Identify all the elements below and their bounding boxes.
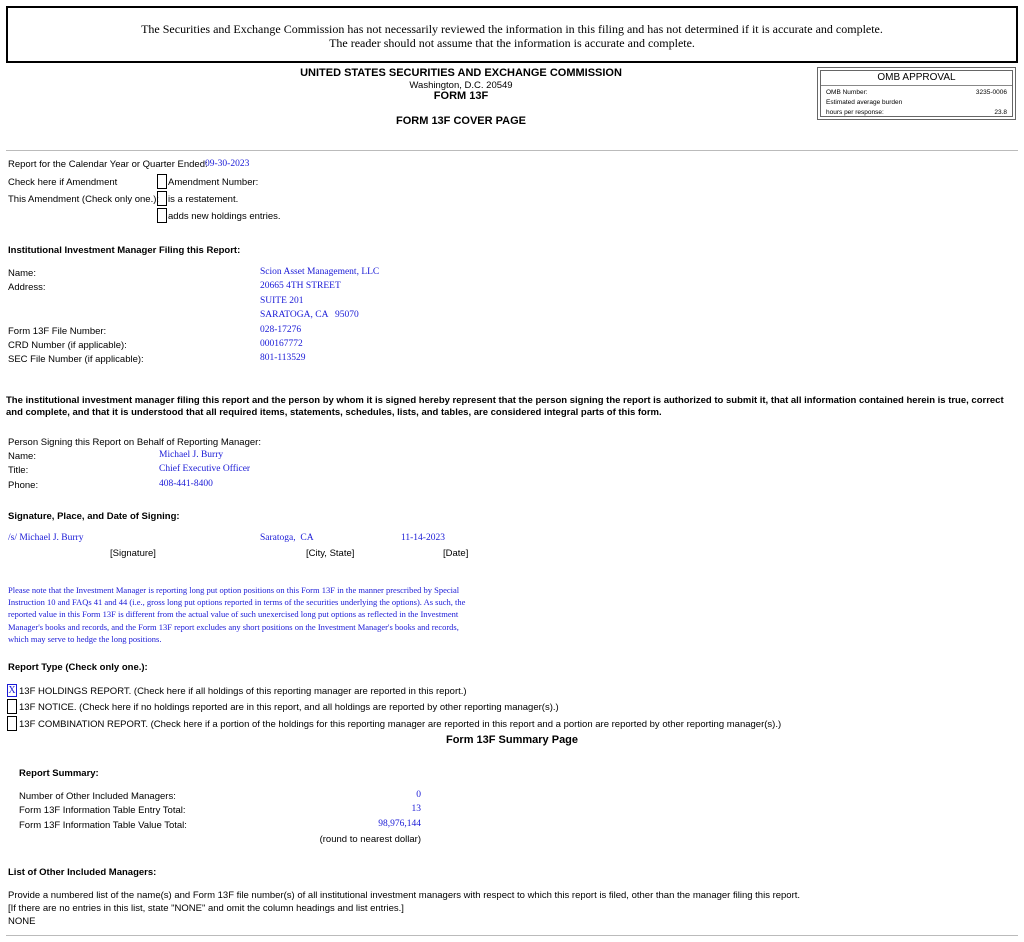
representation-statement: The institutional investment manager filing this report and the person by whom it is signed hereby represent that the person signing the report is authorized to submit it, that all information contained herein is true, correct and complete, and that it is understood that all required items, statements, schedules, lists, and tables, are considered integral parts of this form. — [6, 395, 1004, 418]
place-caption: [City, State] — [306, 548, 355, 559]
disclaimer-line-2: The reader should not assume that the information is accurate and complete. — [329, 36, 695, 50]
amendment-check-label: Check here if Amendment — [8, 177, 118, 188]
omb-hours-value: 23.8 — [994, 109, 1007, 116]
manager-address-1: 20665 4TH STREET — [260, 281, 341, 291]
other-managers-heading: List of Other Included Managers: — [8, 867, 157, 878]
divider — [6, 935, 1018, 936]
sec-file-number: 801-113529 — [260, 353, 306, 363]
report-summary-heading: Report Summary: — [19, 768, 99, 779]
amendment-number-label: Amendment Number: — [168, 177, 259, 188]
crd-number: 000167772 — [260, 339, 303, 349]
disclaimer-box — [6, 6, 1018, 63]
put-option-note — [8, 584, 465, 645]
manager-address-label: Address: — [8, 282, 46, 293]
manager-name: Scion Asset Management, LLC — [260, 267, 380, 277]
signer-phone-label: Phone: — [8, 480, 39, 491]
disclaimer-line-1: The Securities and Exchange Commission has not necessarily reviewed the information in this filing and has not determined if it is accurate and complete. — [141, 22, 883, 36]
manager-address-3: SARATOGA, CA 95070 — [260, 310, 359, 320]
note-line: Instruction 10 and FAQs 41 and 44 (i.e., gross long put options reported in terms of the securities underlying the options). As such, the — [8, 597, 466, 608]
agency-title: UNITED STATES SECURITIES AND EXCHANGE COMMISSION — [300, 67, 622, 79]
omb-title: OMB APPROVAL — [821, 71, 1012, 86]
omb-number-label: OMB Number: — [826, 89, 868, 96]
divider — [6, 150, 1018, 151]
summary-page-title: Form 13F Summary Page — [445, 734, 579, 746]
report-period-label: Report for the Calendar Year or Quarter Ended: — [8, 159, 208, 170]
signature-value: /s/ Michael J. Burry — [8, 533, 84, 543]
entry-total-label: Form 13F Information Table Entry Total: — [19, 805, 186, 816]
holdings-report-label: 13F HOLDINGS REPORT. (Check here if all holdings of this reporting manager are reported in this report.) — [19, 686, 467, 697]
signer-title: Chief Executive Officer — [159, 464, 251, 474]
signer-heading: Person Signing this Report on Behalf of Reporting Manager: — [8, 437, 261, 448]
signature-date: 11-14-2023 — [401, 533, 445, 543]
omb-approval-box — [817, 67, 1016, 120]
combination-report-label: 13F COMBINATION REPORT. (Check here if a portion of the holdings for this reporting manager are reported in this report and a portion are reported by other reporting manager(s).) — [19, 719, 782, 730]
form-title: FORM 13F — [433, 90, 489, 102]
note-line: Please note that the Investment Manager is reporting long put option positions on this Form 13F in the manner prescribed by Special — [8, 585, 460, 595]
note-line: which may serve to hedge the long positions. — [8, 633, 162, 644]
other-managers-label: Number of Other Included Managers: — [19, 791, 176, 802]
amendment-checkbox[interactable] — [157, 174, 167, 189]
manager-name-label: Name: — [8, 268, 36, 279]
manager-address-2: SUITE 201 — [260, 296, 304, 306]
new-holdings-label: adds new holdings entries. — [168, 211, 281, 222]
signer-name-label: Name: — [8, 451, 36, 462]
value-total-label: Form 13F Information Table Value Total: — [19, 820, 187, 831]
omb-number-value: 3235-0006 — [975, 89, 1007, 96]
notice-report-label: 13F NOTICE. (Check here if no holdings reported are in this report, and all holdings are reported by other reporting manager(s).) — [19, 702, 559, 713]
signature-caption: [Signature] — [110, 548, 156, 559]
file-number-label: Form 13F File Number: — [8, 326, 107, 337]
note-line: reported value in this Form 13F is different from the actual value of such unexercised long put options as reflected in the Investment — [8, 609, 459, 620]
holdings-report-checkbox[interactable]: X — [8, 685, 16, 696]
manager-heading: Institutional Investment Manager Filing this Report: — [8, 245, 241, 256]
signer-phone: 408-441-8400 — [159, 479, 213, 489]
crd-number-label: CRD Number (if applicable): — [8, 340, 127, 351]
other-managers-note: [If there are no entries in this list, state "NONE" and omit the column headings and list entries.] — [8, 903, 404, 914]
this-amendment-label: This Amendment (Check only one.): — [8, 194, 160, 205]
file-number: 028-17276 — [260, 325, 302, 335]
note-line: Manager's books and records, and the Form 13F report excludes any short positions on the Investment Manager's books and records, — [8, 621, 459, 632]
omb-hours-label: hours per response: — [826, 109, 884, 116]
omb-burden-label: Estimated average burden — [826, 99, 903, 106]
round-note: (round to nearest dollar) — [319, 834, 421, 845]
new-holdings-checkbox[interactable] — [157, 208, 167, 223]
combination-report-checkbox[interactable] — [7, 716, 17, 731]
notice-report-checkbox[interactable] — [7, 699, 17, 714]
other-managers-instruction: Provide a numbered list of the name(s) and Form 13F file number(s) of all institutional investment managers with respect to which this report is filed, other than the manager filing this report. — [8, 890, 801, 901]
agency-location: Washington, D.C. 20549 — [409, 80, 513, 91]
other-managers-none: NONE — [8, 916, 36, 927]
signature-heading: Signature, Place, and Date of Signing: — [8, 511, 180, 522]
signature-place: Saratoga, CA — [260, 533, 314, 543]
cover-page-title: FORM 13F COVER PAGE — [396, 115, 526, 127]
report-period-value: 09-30-2023 — [205, 159, 250, 169]
restatement-label: is a restatement. — [168, 194, 239, 205]
signer-name: Michael J. Burry — [159, 450, 224, 460]
signer-title-label: Title: — [8, 465, 29, 476]
restatement-checkbox[interactable] — [157, 191, 167, 206]
report-type-heading: Report Type (Check only one.): — [8, 662, 148, 673]
other-managers-count: 0 — [416, 790, 421, 800]
value-total: 98,976,144 — [378, 819, 421, 829]
date-caption: [Date] — [443, 548, 469, 559]
sec-file-number-label: SEC File Number (if applicable): — [8, 354, 144, 365]
entry-total: 13 — [411, 804, 421, 814]
